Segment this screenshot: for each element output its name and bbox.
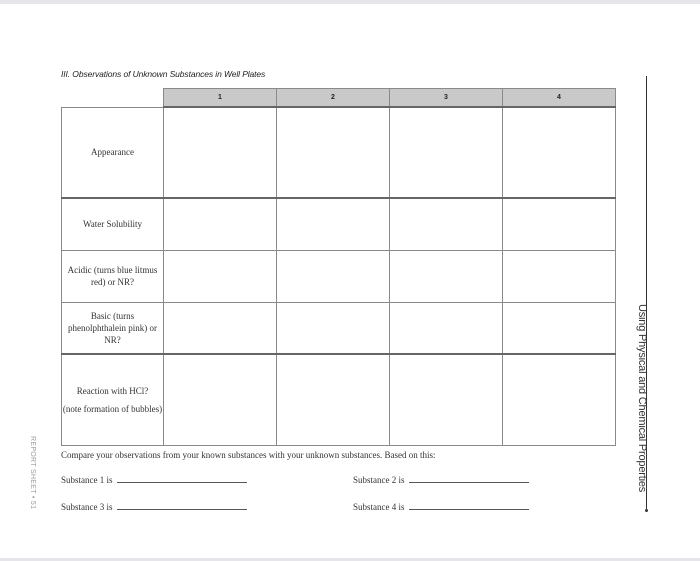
table-cell[interactable] [277, 354, 390, 445]
substance-3-line [61, 501, 247, 512]
column-header-1: 1 [164, 89, 277, 108]
substance-3-answer-blank[interactable] [117, 501, 247, 510]
row-label-acidic: Acidic (turns blue litmus red) or NR? [62, 250, 164, 302]
substance-4-line [353, 501, 529, 512]
table-cell[interactable] [390, 302, 503, 354]
section-title: III. Observations of Unknown Substances in Well Plates [61, 69, 266, 79]
substance-1-line [61, 474, 247, 485]
table-cell[interactable] [503, 250, 616, 302]
compare-instructions: Compare your observations from your known substances with your unknown substances. Based on this: [61, 450, 436, 460]
substance-3-label: Substance 3 is [61, 502, 113, 512]
row-label-text: Reaction with HCl? [76, 385, 149, 396]
column-header-3: 3 [390, 89, 503, 108]
table-cell[interactable] [164, 354, 277, 445]
row-label-water-solubility: Water Solubility [62, 198, 164, 250]
table-row [62, 302, 616, 354]
substance-4-label: Substance 4 is [353, 502, 405, 512]
table-cell[interactable] [277, 250, 390, 302]
table-cell[interactable] [390, 198, 503, 250]
table-cell[interactable] [164, 302, 277, 354]
column-header-2: 2 [277, 89, 390, 108]
substance-2-label: Substance 2 is [353, 475, 405, 485]
table-row [62, 250, 616, 302]
row-label-note: (note formation of bubbles) [62, 403, 163, 414]
table-header-row [62, 89, 616, 108]
row-label-reaction-hcl [62, 354, 164, 445]
table-row [62, 198, 616, 250]
table-cell[interactable] [277, 107, 390, 198]
row-label-appearance: Appearance [62, 107, 164, 198]
column-header-4: 4 [503, 89, 616, 108]
chapter-title-vertical: Using Physical and Chemical Properties [636, 304, 648, 493]
table-cell[interactable] [390, 250, 503, 302]
table-cell[interactable] [164, 250, 277, 302]
table-cell[interactable] [390, 107, 503, 198]
table-cell[interactable] [277, 198, 390, 250]
side-rule-dot [645, 509, 648, 512]
substance-2-line [353, 474, 529, 485]
worksheet-page [0, 4, 700, 558]
table-cell[interactable] [503, 107, 616, 198]
substance-1-label: Substance 1 is [61, 475, 113, 485]
table-cell[interactable] [164, 198, 277, 250]
report-sheet-page-number: REPORT SHEET • 51 [29, 436, 36, 510]
table-cell[interactable] [503, 198, 616, 250]
observations-table [61, 88, 616, 446]
substance-1-answer-blank[interactable] [117, 474, 247, 483]
table-cell[interactable] [277, 302, 390, 354]
row-label-basic: Basic (turns phenolphthalein pink) or NR? [62, 302, 164, 354]
table-cell[interactable] [503, 302, 616, 354]
table-row [62, 107, 616, 198]
substance-4-answer-blank[interactable] [409, 501, 529, 510]
table-row [62, 354, 616, 445]
table-corner [62, 89, 164, 108]
substance-2-answer-blank[interactable] [409, 474, 529, 483]
table-cell[interactable] [164, 107, 277, 198]
table-cell[interactable] [390, 354, 503, 445]
table-cell[interactable] [503, 354, 616, 445]
